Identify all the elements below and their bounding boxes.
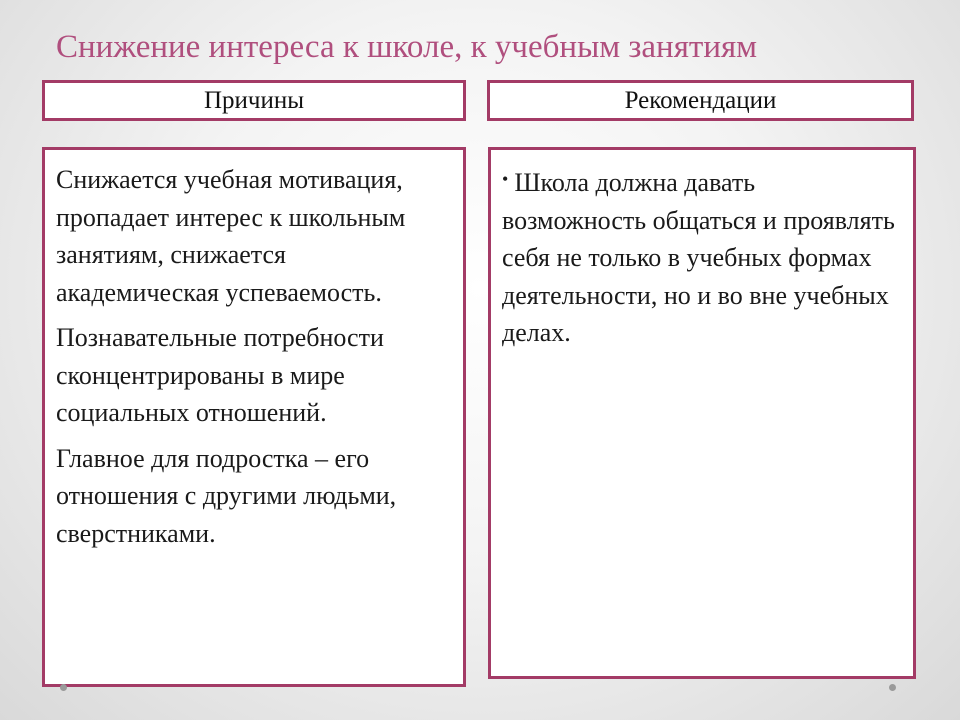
recommendations-panel — [488, 147, 916, 679]
causes-header: Причины — [42, 80, 466, 121]
cause-paragraph-1: Снижается учебная мотивация, пропадает интерес к школьным занятиям, снижается академическая успеваемость. — [56, 165, 406, 307]
cause-paragraph-3: Главное для подростка – его отношения с другими людьми, сверстниками. — [56, 443, 397, 548]
decorative-dot-left — [60, 684, 67, 691]
causes-panel — [42, 147, 466, 687]
recommendation-text: Школа должна давать возможность общаться и проявлять себя не только в учебных формах деятельности, но и во вне учебных делах. — [502, 168, 895, 347]
recommendations-header: Рекомендации — [487, 80, 914, 121]
cause-paragraph-2: Познавательные потребности сконцентрированы в мире социальных отношений. — [56, 323, 384, 427]
slide-title: Снижение интереса к школе, к учебным занятиям — [56, 29, 758, 65]
recommendation-item — [502, 161, 903, 352]
decorative-dot-right — [889, 684, 896, 691]
bullet-icon: • — [502, 169, 509, 189]
